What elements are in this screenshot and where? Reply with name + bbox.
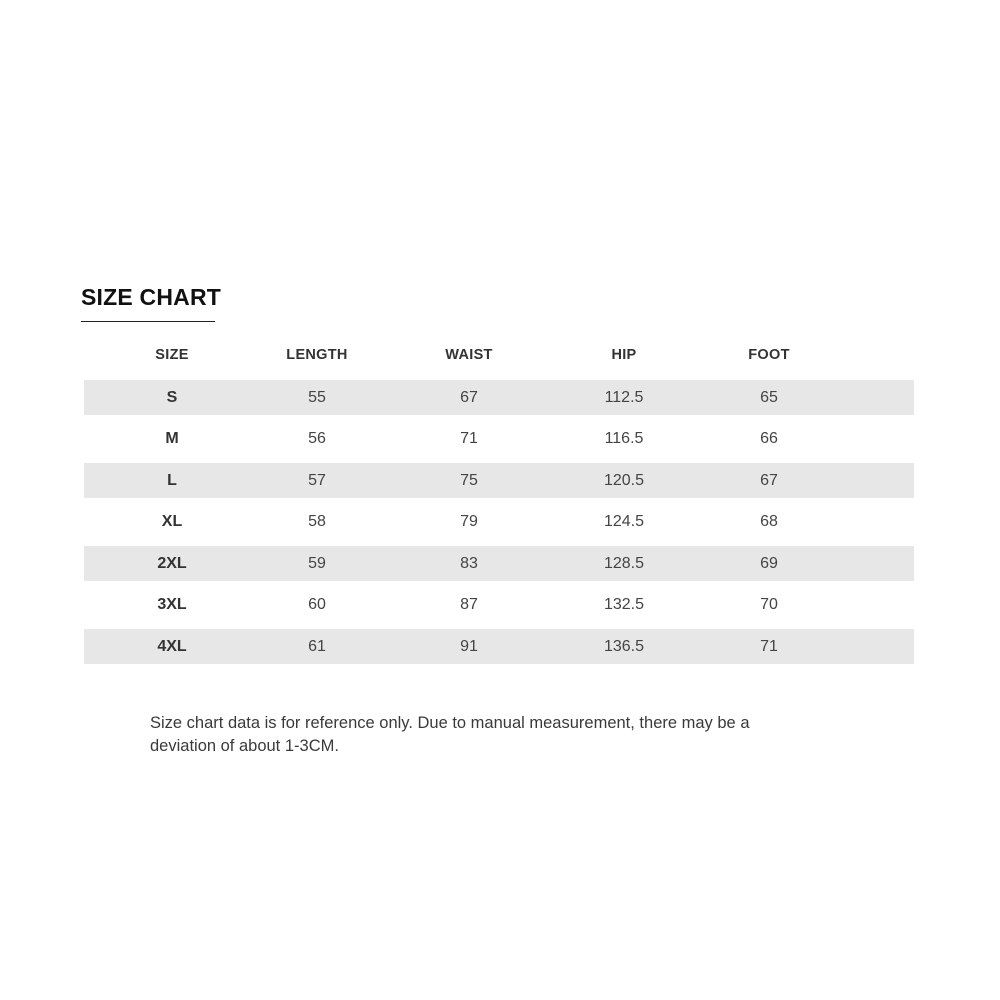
table-row	[84, 422, 914, 457]
cell-waist: 71	[460, 430, 478, 447]
header-hip: HIP	[611, 347, 637, 363]
cell-size: 3XL	[157, 596, 187, 613]
cell-length: 55	[308, 388, 326, 406]
header-size: SIZE	[155, 347, 189, 363]
cell-foot: 68	[760, 513, 778, 530]
header-foot: FOOT	[748, 347, 790, 363]
cell-foot: 65	[760, 388, 778, 406]
cell-size: 2XL	[157, 554, 187, 572]
cell-size: M	[165, 430, 179, 447]
cell-foot: 71	[760, 637, 778, 655]
cell-size: 4XL	[157, 637, 187, 655]
header-length: LENGTH	[286, 347, 348, 363]
cell-waist: 75	[460, 471, 478, 489]
cell-size: XL	[161, 513, 183, 530]
cell-waist: 83	[460, 554, 478, 572]
cell-length: 60	[308, 596, 326, 613]
cell-size: L	[167, 471, 177, 489]
table-header-row	[84, 340, 914, 370]
cell-hip: 116.5	[604, 430, 644, 447]
table-row	[84, 380, 914, 415]
cell-hip: 136.5	[603, 637, 645, 655]
cell-length: 61	[308, 637, 326, 655]
cell-hip: 120.5	[603, 471, 645, 489]
cell-foot: 66	[760, 430, 778, 447]
cell-hip: 124.5	[603, 513, 645, 530]
table-row	[84, 463, 914, 498]
table-row	[84, 588, 914, 623]
cell-length: 56	[308, 430, 326, 447]
cell-hip: 132.5	[603, 596, 645, 613]
cell-hip: 128.5	[603, 554, 645, 572]
cell-length: 57	[308, 471, 326, 489]
table-row	[84, 505, 914, 540]
cell-waist: 67	[460, 388, 478, 406]
cell-hip: 112.5	[604, 388, 644, 406]
page-title: SIZE CHART	[81, 284, 221, 310]
header-waist: WAIST	[445, 347, 493, 363]
cell-length: 59	[308, 554, 326, 572]
cell-foot: 70	[760, 596, 778, 613]
cell-waist: 91	[460, 637, 478, 655]
cell-waist: 79	[460, 513, 478, 530]
table-row	[84, 629, 914, 664]
table-row	[84, 546, 914, 581]
cell-waist: 87	[460, 596, 478, 613]
title-underline-divider	[81, 321, 215, 322]
cell-size: S	[166, 388, 178, 406]
disclaimer-note: Size chart data is for reference only. Due to manual measurement, there may be a deviation of about 1-3CM.	[150, 714, 750, 755]
cell-length: 58	[308, 513, 326, 530]
size-chart-table	[84, 340, 914, 671]
cell-foot: 67	[760, 471, 778, 489]
cell-foot: 69	[760, 554, 778, 572]
